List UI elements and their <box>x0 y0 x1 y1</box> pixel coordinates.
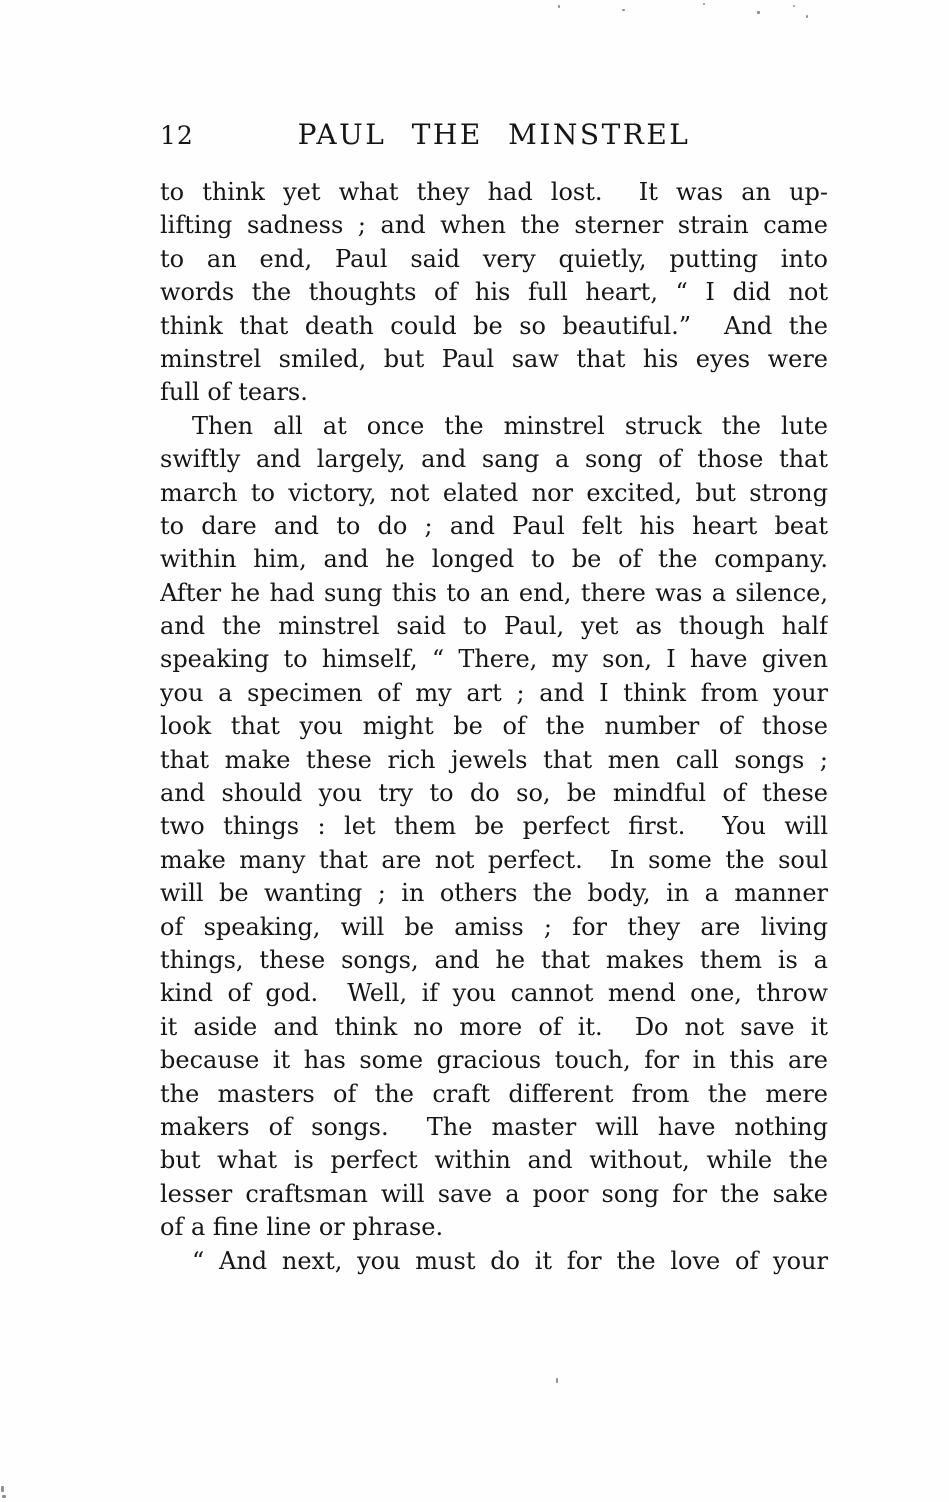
page-header <box>160 118 828 154</box>
text-block <box>160 176 828 1278</box>
text-line: to think yet what they had lost. It was an up- <box>160 178 828 206</box>
text-line: to an end, Paul said very quietly, putting into <box>160 244 828 273</box>
text-line: speaking to himself, “ There, my son, I have given <box>160 645 828 674</box>
scan-speck <box>2 1495 6 1498</box>
text-line: things, these songs, and he that makes them is a <box>160 945 828 974</box>
text-line: look that you might be of the number of those <box>160 712 828 741</box>
text-line: After he had sung this to an end, there was a silence, <box>160 578 828 607</box>
paragraph <box>160 1245 828 1278</box>
text-line: within him, and he longed to be of the company. <box>160 545 828 574</box>
running-title: PAUL THE MINSTREL <box>297 118 691 151</box>
text-line: because it has some gracious touch, for in this are <box>160 1046 828 1075</box>
paragraph <box>160 176 828 410</box>
text-line: of a fine line or phrase. <box>160 1213 444 1242</box>
text-line: make many that are not perfect. In some the soul <box>160 845 828 874</box>
scan-speck <box>703 3 705 5</box>
text-line: full of tears. <box>160 378 308 407</box>
text-line: think that death could be so beautiful.” And the <box>160 311 828 340</box>
page-number: 12 <box>160 121 194 150</box>
scan-speck <box>757 11 760 14</box>
text-line: swiftly and largely, and sang a song of those that <box>160 445 828 474</box>
text-line: to dare and to do ; and Paul felt his heart beat <box>160 511 828 540</box>
text-line: “ And next, you must do it for the love of your <box>192 1246 828 1275</box>
text-line: and the minstrel said to Paul, yet as though half <box>160 612 828 641</box>
scan-speck <box>556 1378 558 1383</box>
text-line: but what is perfect within and without, while the <box>160 1146 828 1175</box>
text-line: Then all at once the minstrel struck the lute <box>192 411 828 440</box>
text-line: lifting sadness ; and when the sterner strain came <box>160 211 828 240</box>
text-line: will be wanting ; in others the body, in a manner <box>160 879 828 908</box>
scan-speck <box>1 1486 4 1492</box>
text-line: minstrel smiled, but Paul saw that his eyes were <box>160 344 828 373</box>
text-line: makers of songs. The master will have nothing <box>160 1112 828 1141</box>
scan-speck <box>806 15 808 18</box>
text-line: kind of god. Well, if you cannot mend one, throw <box>160 979 828 1008</box>
text-line: two things : let them be perfect first. You will <box>160 812 828 841</box>
scan-speck <box>622 9 625 11</box>
text-line: it aside and think no more of it. Do not save it <box>160 1012 828 1041</box>
text-line: of speaking, will be amiss ; for they are living <box>160 912 828 941</box>
text-line: words the thoughts of his full heart, “ I did not <box>160 278 828 307</box>
text-line: the masters of the craft different from the mere <box>160 1079 828 1108</box>
paragraph <box>160 410 828 1245</box>
scan-speck <box>793 5 795 7</box>
scan-speck <box>558 5 560 8</box>
text-line: you a specimen of my art ; and I think from your <box>160 678 828 707</box>
text-line: march to victory, not elated nor excited, but strong <box>160 478 828 507</box>
text-line: and should you try to do so, be mindful of these <box>160 779 828 808</box>
text-line: lesser craftsman will save a poor song for the sake <box>160 1179 828 1208</box>
text-line: that make these rich jewels that men call songs ; <box>160 745 828 774</box>
